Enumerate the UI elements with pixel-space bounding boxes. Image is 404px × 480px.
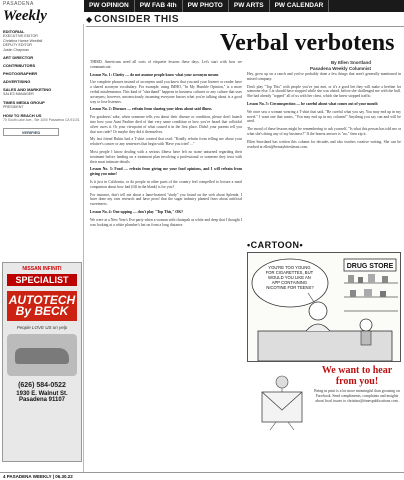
paragraph: Is it just in California, or do people in other parts of the country feel compelled to lecture a meal companion about how bad (fill in the blank) is for you? [90, 179, 242, 189]
cartoon-image [247, 252, 401, 362]
article-column-2 [247, 72, 401, 232]
ad-specialist: SPECIALIST [7, 274, 77, 286]
staff-line: SALES MANAGER [3, 92, 34, 97]
svg-text:DRUG STORE: DRUG STORE [346, 263, 394, 270]
paragraph: For goodness' sake, when someone tells you about their disease or condition, please don't launch into how your Aunt Pauline died of that very same condition or how you've heard that colloidal silver cures it. Or your viewpoint of what caused it in the first place. Didn't your parents tell you that was rude? Or maybe they did it themselves. [90, 115, 242, 134]
mail-illustration [256, 372, 308, 438]
paragraph: Don't play "Top This" with people you've just met, or it's a good bet they will make a beeline for someone else. Liz should have stopped while she was ahead, before she challenged me with the bull. She had already "topped" all of us with her chest, which she knew stopped traffic. [247, 84, 401, 99]
svg-text:YOU'RE TOO YOUNG FOR CIG: YOU'RE TOO YOUNG FOR CIGARETTES, BUT WOULD YOU LIKE AN APP CONTAINING NICOTINE FOR TEENS? [265, 265, 314, 290]
contact-address: 70 South Lake Ave., Ste 1000 Pasadena CA 91101 [3, 117, 80, 122]
staff-line: CONTRIBUTORS [3, 63, 36, 69]
author-bio: Ellen Snortland has written this column for decades and also teaches creative writing. She can be reached at ellen@beautybitesbeast.com. [247, 139, 401, 149]
nav-item-photo[interactable]: PW PHOTO [183, 0, 229, 12]
author-name: By Ellen Snortland [330, 60, 371, 65]
car-image [7, 334, 77, 376]
staff-line: PHOTOGRAPHER [3, 71, 38, 77]
feedback-body: Being in print is a lot more meaningful than grousing on Facebook. Send compliments, complaints and insights about local issues to christina@timespublications.com. [314, 389, 400, 403]
paragraph: My last friend Rubin had a T-shirt created that read: "Kindly refrain from telling me about your relative's cancer or any sentences that begin with 'Have you tried' ..." [90, 137, 242, 147]
staff-heading: EDITORIAL [3, 29, 25, 34]
byline [310, 60, 371, 72]
section-nav [84, 0, 404, 12]
staff-line: ADVERTISING [3, 79, 31, 85]
staff-line: DEPUTY EDITOR [3, 43, 33, 48]
paragraph: We once saw a woman wearing a T-shirt that said, "Be careful what you say. You may end up in my novel." I want one that warns, "You may end up in my column!" Anything you say can and will be used. [247, 109, 401, 124]
article-column-1 [90, 60, 242, 470]
staff-line: SALES AND MARKETING [3, 87, 52, 93]
staff-line: PRESIDENT [3, 104, 24, 109]
diamond-icon: ◆ [86, 15, 93, 24]
staff-line: EXECUTIVE EDITOR [3, 34, 38, 38]
ad-logo [7, 291, 77, 321]
staff-line: TIMES MEDIA GROUP [3, 99, 45, 105]
lesson-heading: Lesson No. 3: Food — refrain from giving me your food opinions, and I will refrain from giving you mine! [90, 167, 242, 177]
nav-item-calendar[interactable]: PW CALENDAR [270, 0, 330, 12]
paragraph: For instance, don't tell me about a lame-brained "study" you found on the web about Splenda. I have done my own research and have proof that the sugar industry planted fears about artificial sweeteners. [90, 192, 242, 207]
cartoon-drawing [248, 253, 401, 362]
ad-brand: NISSAN INFINITI [22, 266, 62, 272]
page-footer: 4 PASADENA WEEKLY | 06.30.22 [0, 472, 404, 480]
nav-item-fab4th[interactable]: PW FAB 4th [135, 0, 183, 12]
lesson-heading: Lesson No. 4: One upping — don't play "Top This," OK? [90, 209, 184, 214]
autotech-ad[interactable] [2, 262, 82, 462]
paragraph: Use complete phrases instead of acronyms until you know that you and your listener or reader have a shared acronym vocabulary. For example, using IMHO, "In My Humble Opinion," is a more verbal misdemeanor. This kind of "shorthand" happens in business cultures or any culture that uses acronyms; however, unconsciously assuming everyone knows what you're talking about is a good way to lose listeners. [90, 80, 242, 104]
paragraph: The moral of these lessons might be remembering to ask yourself, "Is what this person has told me or what she's doing any of my business?" If the honest answer is "no," then zip it. [247, 127, 401, 136]
staff-line: Christina Hanse Westfall [3, 38, 43, 43]
feedback-box [312, 365, 402, 465]
section-title: CONSIDER THIS [94, 14, 179, 25]
paragraph: We were at a New Year's Eve party when a woman with chutzpah as white and deep that I thought I was looking at a white plumber's hat on from a long distance. [90, 217, 242, 227]
logo[interactable] [0, 0, 84, 22]
envelope-icon [256, 372, 308, 438]
section-heading [86, 13, 404, 27]
ad-tagline: People LOVE US on yelp [16, 325, 68, 330]
paragraph: Hey, grow up on a ranch and you've probably done a few things that aren't generally mentioned in mixed company. [247, 72, 401, 81]
nav-item-opinion[interactable]: PW OPINION [84, 0, 135, 12]
nav-item-arts[interactable]: PW ARTS [229, 0, 270, 12]
lesson-heading: Lesson No. 5: Circumspection — be careful about what comes out of your mouth [247, 101, 378, 106]
cartoon-heading: •CARTOON• [247, 240, 304, 250]
article-headline: Verbal verbotens [220, 30, 395, 56]
lesson-heading: Lesson No. 1: Clarity — do not assume people know what your acronym means [90, 72, 219, 77]
staff-line: ART DIRECTOR [3, 55, 34, 61]
paragraph: Most people I know dealing with a serious illness have left no stone unturned regarding their treatment before landing on a treatment plan involving a professional or someone they trust with their most intimate details. [90, 149, 242, 164]
logo-wordmark: Weekly [3, 8, 47, 24]
ad-phone[interactable]: (626) 584-0522 [18, 382, 66, 389]
ad-name: AUTOTECH By BECK [8, 293, 76, 318]
feedback-title: We want to hear from you! [321, 365, 393, 387]
paragraph: THIRD, Americans need all sorts of etiquette lessons these days. Let's start with how we communicate. [90, 60, 242, 69]
author-role: Pasadena Weekly Columnist [310, 66, 371, 71]
ad-address: 1930 E. Walnut St. Pasadena 91107 [16, 391, 68, 403]
verified-badge: VERIFIED [3, 128, 59, 136]
contact-heading: HOW TO REACH US [3, 112, 42, 118]
logo-city: PASADENA [3, 1, 34, 7]
lesson-heading: Lesson No. 2: Diseases — refrain from sharing your ideas about said illness [90, 107, 212, 112]
staff-line: Justin Chapman [3, 47, 29, 52]
